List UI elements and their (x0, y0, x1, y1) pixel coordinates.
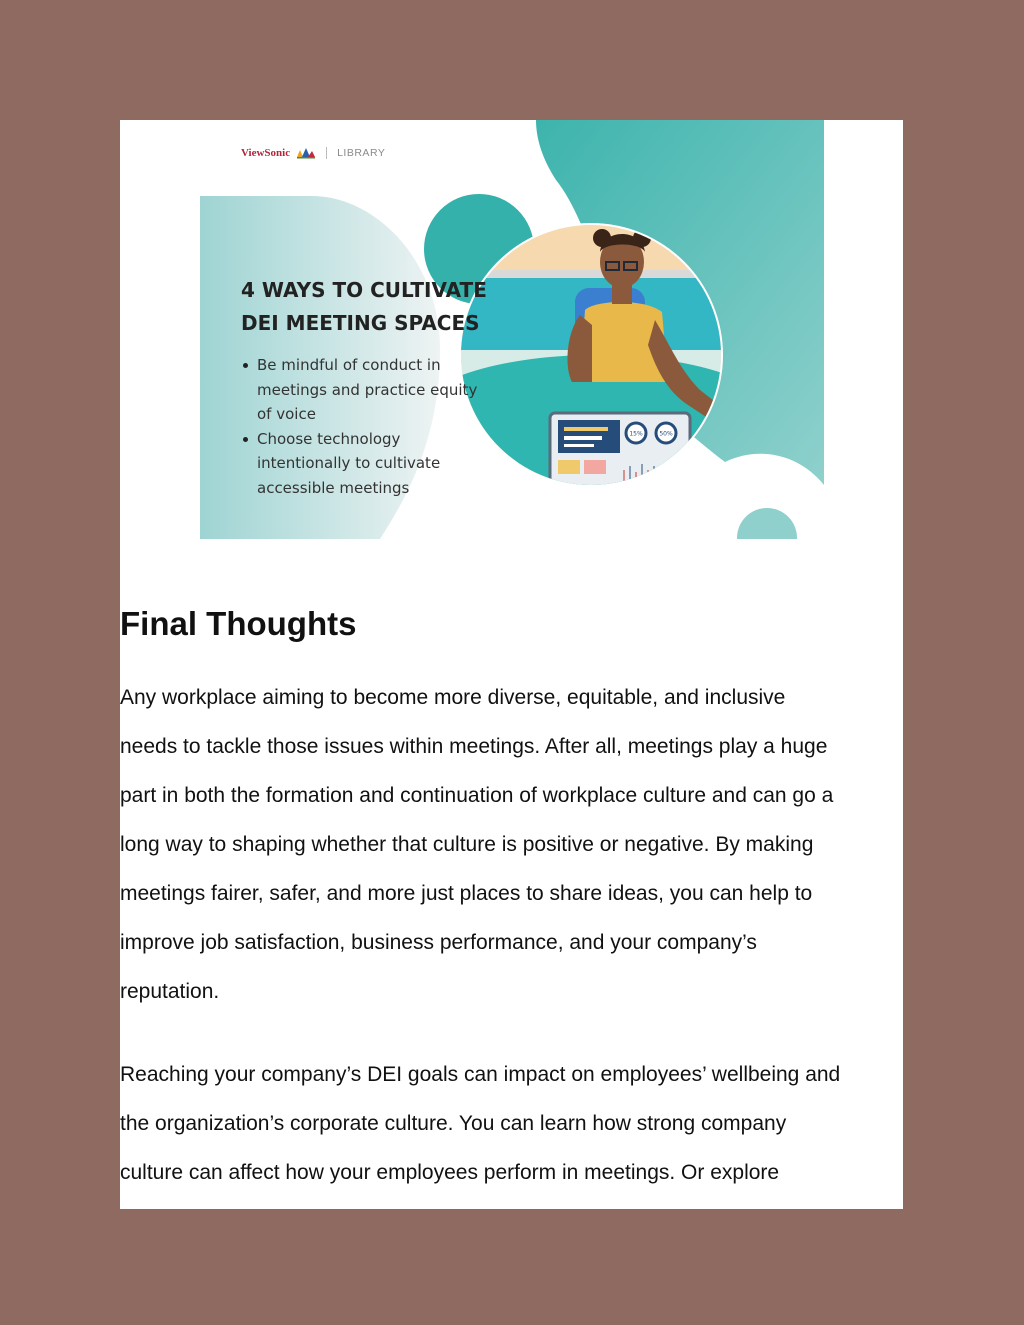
banner-bullet-line: intentionally to cultivate (257, 454, 441, 472)
section-heading: Final Thoughts (120, 605, 357, 642)
banner-title-line: DEI MEETING SPACES (241, 311, 480, 335)
banner-bullet-line: accessible meetings (257, 478, 410, 497)
paragraph-line: needs to tackle those issues within meetings. After all, meetings play a huge (120, 735, 828, 758)
screen-stat-1: 15% (629, 430, 643, 438)
banner-title-line: 4 WAYS TO CULTIVATE (241, 278, 487, 302)
banner-bullet-line: Be mindful of conduct in (257, 356, 441, 374)
paragraph-line: meetings fairer, safer, and more just places to share ideas, you can help to (120, 882, 813, 905)
paragraph-2 (120, 1050, 903, 1197)
document-page (120, 120, 903, 1209)
brand-name: ViewSonic (241, 147, 291, 159)
banner-bullet-line: meetings and practice equity (257, 380, 478, 399)
banner-bullet-item (241, 427, 501, 501)
paragraph-line: the organization’s corporate culture. You can learn how strong company (120, 1112, 787, 1135)
banner-bullet-line: Choose technology (257, 429, 401, 448)
banner-title (241, 274, 531, 340)
brand-divider (326, 147, 327, 159)
paragraph-1 (120, 673, 903, 1016)
banner-bullet-item (241, 353, 501, 427)
paragraph-line: Reaching your company’s DEI goals can impact on employees’ wellbeing and (120, 1063, 841, 1086)
paragraph-line: improve job satisfaction, business performance, and your company’s (120, 931, 757, 954)
paragraph-line: long way to shaping whether that culture is positive or negative. By making (120, 833, 814, 856)
brand-section-label: LIBRARY (337, 147, 386, 159)
article-banner-image (200, 120, 824, 539)
screen-stat-2: 50% (659, 430, 673, 438)
birds-logo-icon (296, 147, 316, 159)
banner-bullet-list (241, 353, 501, 500)
paragraph-line: part in both the formation and continuation of workplace culture and can go a (120, 784, 834, 807)
paragraph-line: Any workplace aiming to become more diverse, equitable, and inclusive (120, 686, 786, 709)
brand-logo (241, 147, 385, 159)
paragraph-line: reputation. (120, 980, 220, 1003)
banner-bullet-line: of voice (257, 405, 316, 423)
paragraph-line: culture can affect how your employees perform in meetings. Or explore (120, 1161, 780, 1184)
